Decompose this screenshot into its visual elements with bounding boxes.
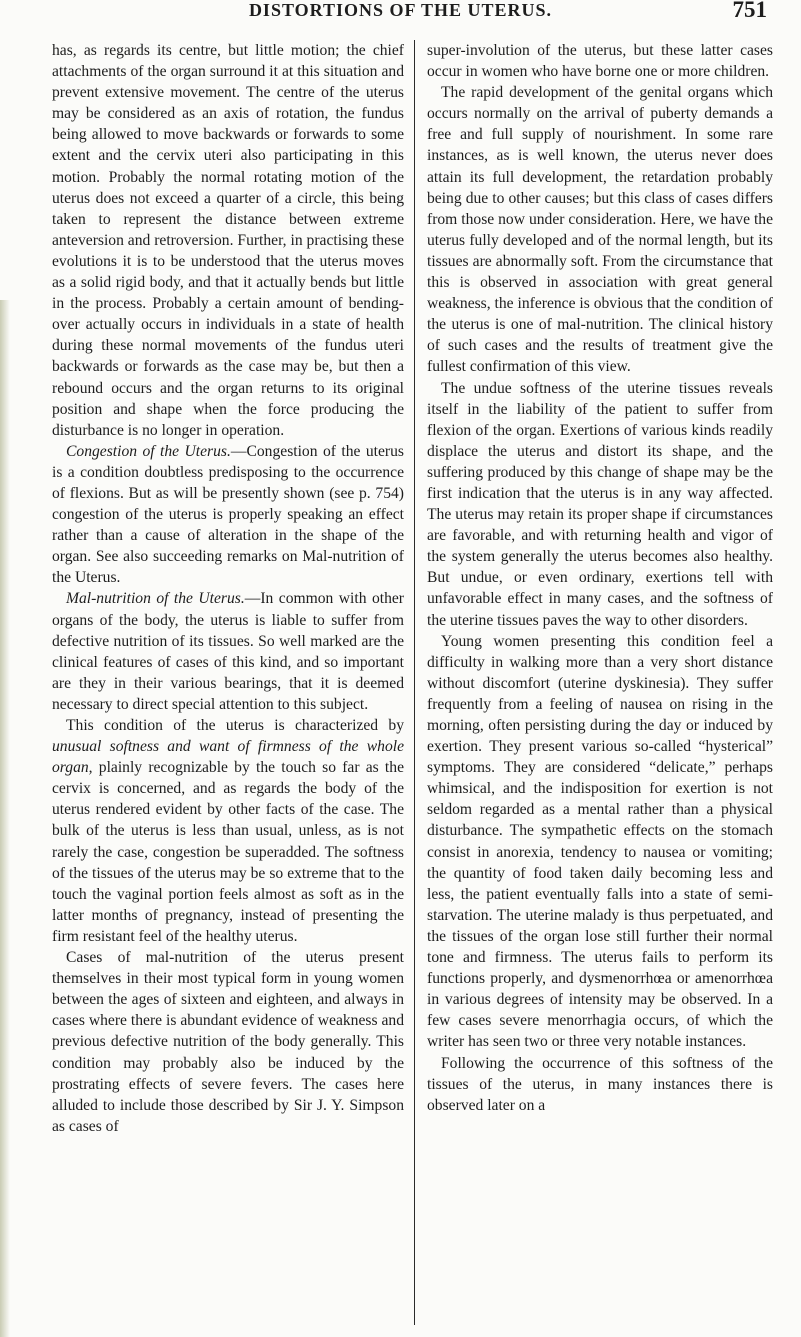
column-divider <box>414 40 415 1325</box>
paragraph <box>52 715 404 947</box>
paragraph-text: This condition of the uterus is characterized by <box>66 717 404 734</box>
paragraph-text: —In common with other organs of the body, the uterus is liable to suffer from defective nutrition of its tissues. So well marked are the clinical features of cases of this kind, and so important are they in their various bearings, that it is deemed necessary to direct special attention to this subject. <box>52 590 404 713</box>
paragraph: The undue softness of the uterine tissues reveals itself in the liability of the patient to suffer from flexion of the organ. Exertions of various kinds readily displace the uterus and distort its shape, and the suffering produced by this change of shape may be the first indication that the uterus is in any way affected. The uterus may retain its proper shape if circumstances are favorable, and with returning health and vigor of the system generally the uterus becomes also healthy. But undue, or even ordinary, exertions tell with unfavorable effect in many cases, and the softness of the uterine tissues paves the way to other disorders. <box>427 379 773 629</box>
emphasis-text: unusual softness and want of firmness of the whole organ, <box>52 738 404 777</box>
paragraph: super-involution of the uterus, but these latter cases occur in women who have borne one or more children. <box>427 42 773 81</box>
paragraph: Young women presenting this condition feel a difficulty in walking more than a very short distance without discomfort (uterine dyskinesia). They suffer frequently from a feeling of nausea on rising in the morning, often persisting during the day or induced by exertion. They present various so-called “hysterical” symptoms. They are considered “delicate,” perhaps whimsical, and the indisposition for exertion is not seldom regarded as a mental rather than a physical disturbance. The sympathetic effects on the stomach consist in anorexia, tendency to nausea or vomiting; the quantity of food taken daily becoming less and less, the patient eventually falls into a state of semi-starvation. The uterine malady is thus perpetuated, and the tissues of the organ lose still further their normal tone and firmness. The uterus fails to perform its functions properly, and dysmenorrhœa or amenorrhœa in various degrees of intensity may be observed. In a few cases severe menorrhagia occurs, of which the writer has seen two or three very notable instances. <box>427 632 773 1051</box>
left-column <box>52 40 404 1137</box>
section-heading: Mal-nutrition of the Uterus. <box>66 590 245 608</box>
paragraph: The rapid development of the genital organs which occurs normally on the arrival of puberty demands a free and full supply of nourishment. In some rare instances, as is well known, the uterus never does attain its full development, the retardation probably being due to other causes; but this class of cases differs from those now under consideration. Here, we have the uterus fully developed and of the normal length, but its tissues are abnormally soft. From the circumstance that this is observed in association with great general weakness, the inference is obvious that the condition of the uterus is one of mal-nutrition. The clinical history of such cases and the results of treatment give the fullest confirmation of this view. <box>427 84 774 376</box>
paragraph: has, as regards its centre, but little motion; the chief attachments of the organ surround it at this situation and prevent extensive movement. The centre of the uterus may be considered as an axis of rotation, the fundus being allowed to move backwards or forwards to some extent and the cervix uteri also participating in this motion. Probably the normal rotating motion of the uterus does not exceed a quarter of a circle, this being taken to represent the distance between extreme anteversion and retroversion. Further, in practising these evolutions it is to be understood that the uterus moves as a solid rigid body, and that it actually bends but little in the process. Probably a certain amount of bending-over actually occurs in individuals in a state of health during these normal movements of the fundus uteri backwards or forwards as the case may be, but then a rebound occurs and the organ returns to its original position and shape when the force producing the disturbance is no longer in operation. <box>52 42 404 439</box>
page-number: 751 <box>732 0 767 22</box>
running-header: DISTORTIONS OF THE UTERUS. <box>248 0 553 20</box>
paragraph: Following the occurrence of this softness of the tissues of the uterus, in many instances there is observed later on a <box>427 1054 773 1114</box>
paragraph <box>52 588 404 715</box>
section-heading: Congestion of the Uterus. <box>66 442 231 460</box>
paragraph: Cases of mal-nutrition of the uterus present themselves in their most typical form in young women between the ages of sixteen and eighteen, and always in cases where there is abundant evidence of weakness and previous defective nutrition of the body generally. This condition may probably also be induced by the prostrating effects of severe fevers. The cases here alluded to include those described by Sir J. Y. Simpson as cases of <box>52 949 404 1135</box>
right-column <box>427 40 773 1116</box>
paragraph-text: plainly recognizable by the touch so far as the cervix is concerned, and as regards the body of the uterus rendered evident by other facts of the case. The bulk of the uterus is less than usual, unless, as is not rarely the case, congestion be superadded. The softness of the tissues of the uterus may be so extreme that to the touch the vaginal portion feels almost as soft as in the latter months of pregnancy, instead of presenting the firm resistant feel of the healthy uterus. <box>52 759 404 945</box>
paragraph <box>52 441 404 589</box>
page-edge-stain <box>0 300 10 1337</box>
paragraph-text: —Congestion of the uterus is a condition doubtless predisposing to the occurrence of flexions. But as will be presently shown (see p. 754) congestion of the uterus is properly speaking an effect rather than a cause of alteration in the shape of the organ. See also succeeding remarks on Mal-nutrition of the Uterus. <box>52 442 404 587</box>
